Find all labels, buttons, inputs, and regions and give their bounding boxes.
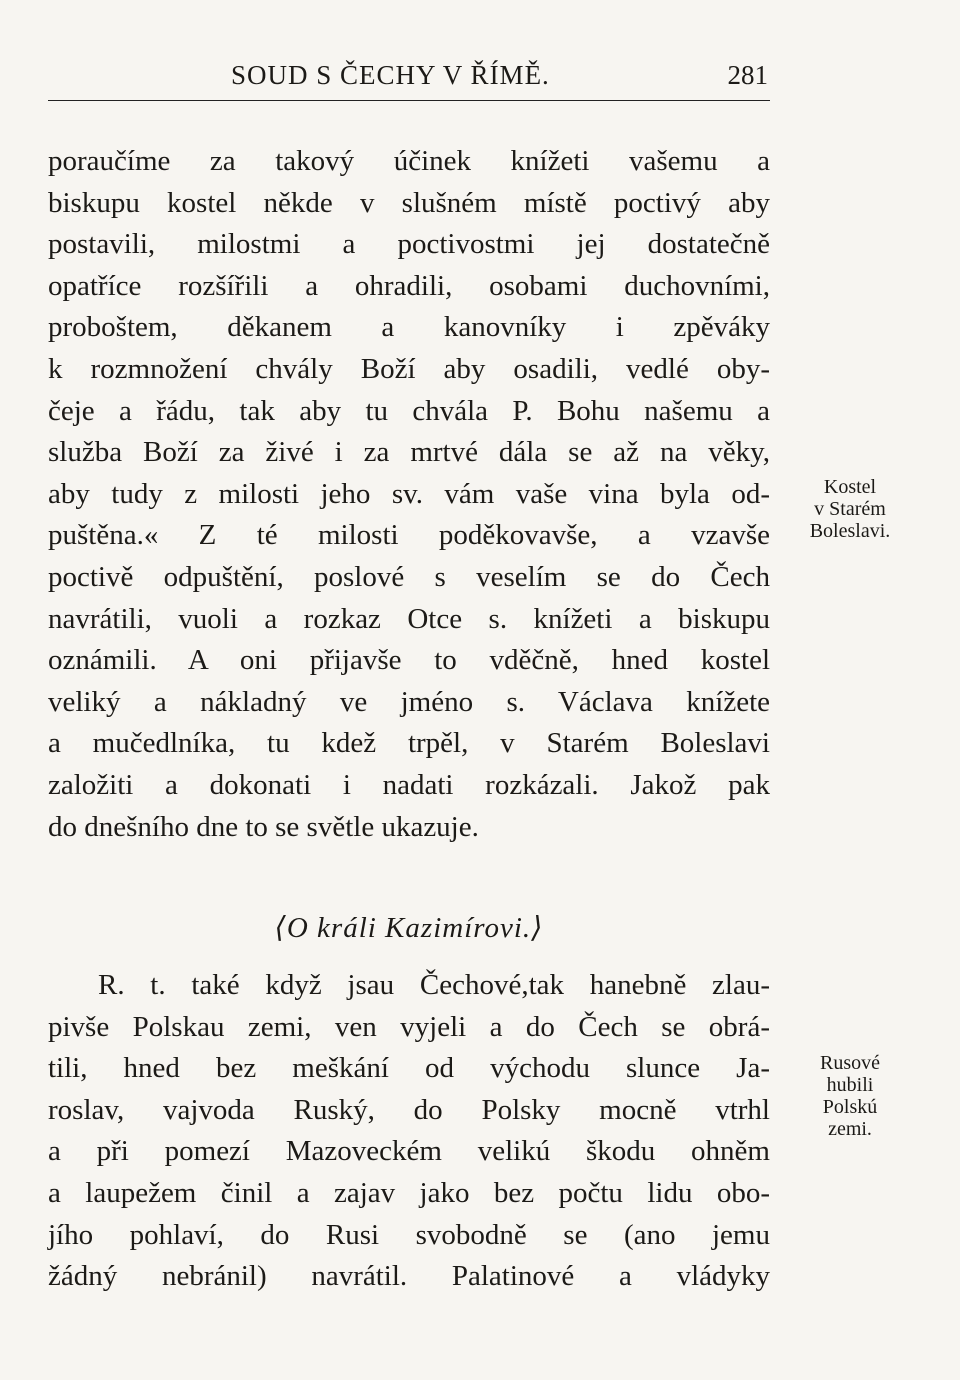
section-heading: ⟨O králi Kazimírovi.⟩	[274, 912, 544, 944]
text-line: založiti a dokonati i nadati rozkázali. Jakož pak	[48, 768, 770, 801]
margin-note-line: zemi.	[828, 1118, 872, 1140]
margin-note-kostel	[790, 476, 910, 542]
text-line: proboštem, děkanem a kanovníky i zpěváky	[48, 311, 770, 344]
page-header	[48, 58, 770, 101]
page-number: 281	[727, 60, 768, 90]
margin-note-line: hubili	[826, 1074, 874, 1096]
text-line: postavili, milostmi a poctivostmi jej dostatečně	[48, 228, 770, 261]
margin-note-rusove	[795, 1052, 905, 1140]
text-line: biskupu kostel někde v slušném místě poctivý aby	[48, 186, 770, 219]
margin-note-line: Boleslavi.	[809, 520, 891, 542]
text-line: do dnešního dne to se světle ukazuje.	[48, 810, 479, 843]
margin-note-line: v Starém	[814, 498, 886, 520]
text-line: a laupežem činil a zajav jako bez počtu lidu obo-	[48, 1176, 770, 1209]
text-line: a mučedlníka, tu kdež trpěl, v Starém Boleslavi	[48, 727, 770, 760]
margin-note-line: Rusové	[820, 1052, 880, 1074]
text-line: oznámili. A oni přijavše to vděčně, hned kostel	[48, 644, 770, 677]
text-line: k rozmnožení chvály Boží aby osadili, vedlé oby-	[48, 352, 770, 385]
text-line: jího pohlaví, do Rusi svobodně se (ano jemu	[48, 1218, 770, 1251]
text-line: roslav, vajvoda Ruský, do Polsky mocně vtrhl	[48, 1093, 770, 1126]
margin-note-line: Kostel	[823, 476, 877, 498]
text-line: poctivě odpuštění, poslové s veselím se do Čech	[48, 560, 770, 593]
paragraph-1	[48, 141, 770, 848]
text-line: aby tudy z milosti jeho sv. vám vaše vina byla od-	[48, 477, 770, 510]
text-line: žádný nebránil) navrátil. Palatinové a vládyky	[48, 1260, 770, 1293]
paragraph-2	[48, 965, 770, 1298]
text-line: puštěna.« Z té milosti poděkovavše, a vzavše	[48, 519, 770, 552]
margin-note-line: Polskú	[822, 1096, 878, 1118]
text-line: R. t. také když jsau Čechové,tak hanebně zlau-	[98, 969, 770, 1001]
text-line: čeje a řádu, tak aby tu chvála P. Bohu našemu a	[48, 394, 770, 427]
text-line: poraučíme za takový účinek knížeti vašemu a	[48, 145, 770, 177]
text-line: služba Boží za živé i za mrtvé dála se až na věky,	[48, 436, 770, 469]
text-line: pivše Polskau zemi, ven vyjeli a do Čech se obrá-	[48, 1010, 770, 1043]
running-title: SOUD S ČECHY V ŘÍMĚ.	[231, 60, 550, 90]
text-line: a při pomezí Mazoveckém velikú škodu ohněm	[48, 1135, 770, 1168]
text-line: opatříce rozšířili a ohradili, osobami duchovními,	[48, 269, 770, 302]
text-line: veliký a nákladný ve jméno s. Václava knížete	[48, 685, 770, 718]
text-line: tili, hned bez meškání od východu slunce Ja-	[48, 1052, 770, 1085]
text-line: navrátili, vuoli a rozkaz Otce s. knížeti a biskupu	[48, 602, 770, 635]
